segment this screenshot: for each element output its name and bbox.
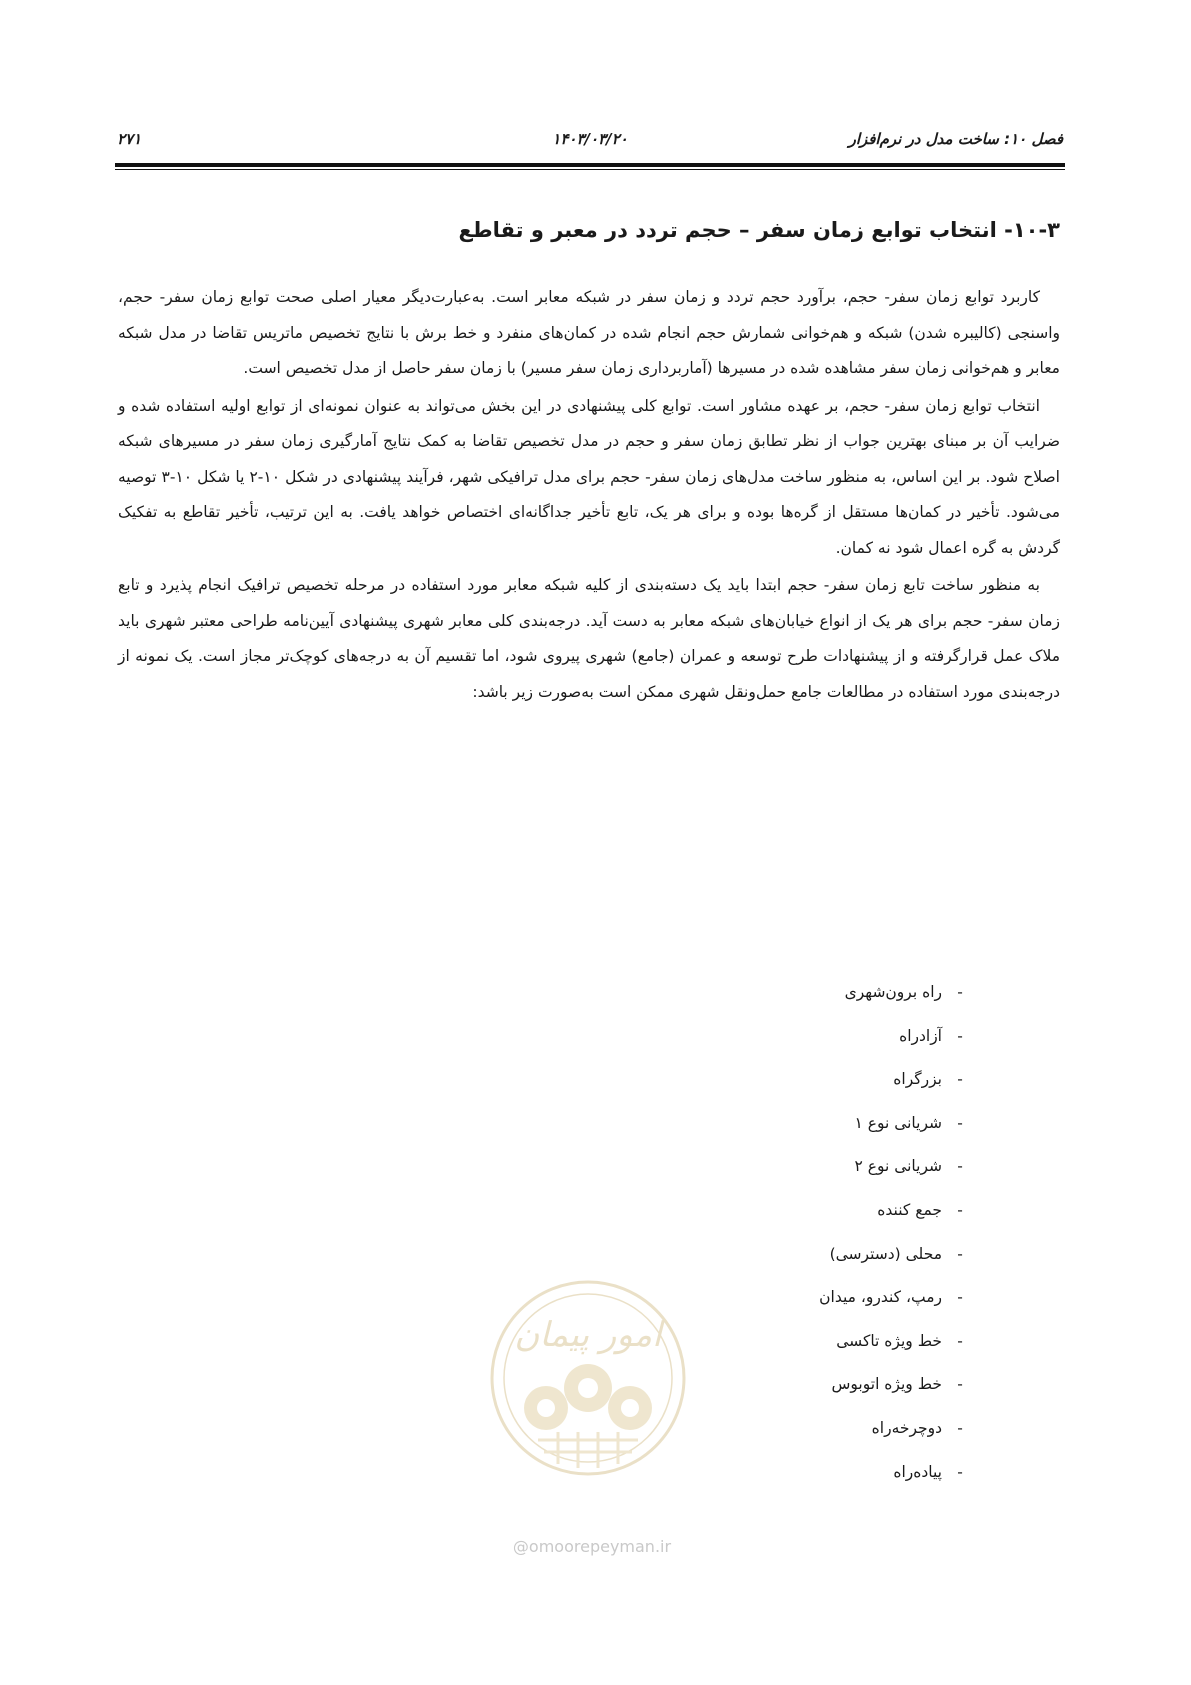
bullet-dash: - <box>957 1244 963 1263</box>
list-item-text: جمع کننده <box>877 1200 942 1219</box>
header-page-number: ۲۷۱ <box>117 130 142 148</box>
list-item <box>819 1102 978 1146</box>
list-item-text: بزرگراه <box>893 1070 942 1089</box>
list-item-text: شریانی نوع ۱ <box>854 1113 942 1132</box>
body-text <box>118 280 1060 712</box>
watermark-logo-text: امور پیمان <box>514 1315 662 1355</box>
bullet-dash: - <box>957 1200 963 1219</box>
bullet-dash: - <box>957 1462 963 1481</box>
list-item-text: شریانی نوع ۲ <box>854 1157 942 1176</box>
bullet-dash: - <box>957 983 963 1001</box>
list-item <box>819 1145 978 1189</box>
bullet-dash: - <box>957 1113 963 1132</box>
list-item-text: رمپ، کندرو، میدان <box>819 1288 942 1307</box>
bullet-dash: - <box>957 1375 963 1394</box>
list-item <box>819 1015 978 1059</box>
list-item-text: پیاده‌راه <box>893 1462 942 1481</box>
bullet-dash: - <box>957 1157 963 1176</box>
header-rule-thin <box>115 169 1065 170</box>
bullet-dash: - <box>957 1288 963 1307</box>
classification-list <box>819 971 978 1494</box>
header-date: ۱۴۰۳/۰۳/۲۰ <box>552 130 628 148</box>
running-header <box>117 130 1063 154</box>
list-item <box>819 971 978 1015</box>
header-chapter-title: فصل ۱۰: ساخت مدل در نرم‌افزار <box>848 130 1063 148</box>
header-rule-thick <box>115 163 1065 167</box>
list-item <box>819 1058 978 1102</box>
bullet-dash: - <box>957 1331 963 1350</box>
gear-hole <box>621 1399 639 1417</box>
list-item-text: محلی (دسترسی) <box>829 1244 942 1263</box>
list-item <box>819 1276 978 1320</box>
list-item <box>819 1233 978 1277</box>
list-item <box>819 1189 978 1233</box>
bullet-dash: - <box>957 1070 963 1089</box>
list-item <box>819 1451 978 1495</box>
list-item-text: خط ویژه اتوبوس <box>831 1375 942 1394</box>
paragraph: کاربرد توابع زمان سفر- حجم، برآورد حجم تردد و زمان سفر در شبکه معابر است. به‌عبارت‌دیگر معیار اصلی صحت توابع زمان سفر- حجم، واسنجی (کالیبره شدن) شبکه و هم‌خوانی شمارش حجم انجام شده در کمان‌های منفرد و خط برش با نتایج تخصیص ماتریس تقاضا در مدل شبکه معابر و هم‌خوانی زمان سفر مشاهده شده در مسیرها (آماربرداری زمان سفر مسیر) با زمان سفر حاصل از مدل تخصیص است. <box>118 288 1060 377</box>
bullet-dash: - <box>957 1026 963 1045</box>
list-item-text: خط ویژه تاکسی <box>836 1331 942 1350</box>
list-item-text: راه برون‌شهری <box>844 983 942 1001</box>
list-item-text: دوچرخه‌راه <box>871 1418 942 1437</box>
list-item-text: آزادراه <box>899 1026 942 1045</box>
watermark-url: @omoorepeyman.ir <box>512 1537 672 1556</box>
list-item <box>819 1363 978 1407</box>
list-item <box>819 1407 978 1451</box>
list-item <box>819 1320 978 1364</box>
section-heading: ۱۰-۳- انتخاب توابع زمان سفر – حجم تردد در معبر و تقاطع <box>458 218 1060 242</box>
bullet-dash: - <box>957 1418 963 1437</box>
gear-hole <box>578 1378 598 1398</box>
gear-hole <box>537 1399 555 1417</box>
paragraph: به منظور ساخت تابع زمان سفر- حجم ابتدا باید یک دسته‌بندی از کلیه شبکه معابر مورد استفاده در مرحله تخصیص ترافیک انجام پذیرد و تابع زمان سفر- حجم برای هر یک از انواع خیابان‌های شبکه معابر به دست آید. درجه‌بندی کلی معابر شهری پیشنهادی آیین‌نامه طراحی معتبر شهری باید ملاک عمل قرارگرفته و از پیشنهادات طرح توسعه و عمران (جامع) شهری پیروی شود، اما تقسیم آن به درجه‌های کوچک‌تر مجاز است. یک نمونه از درجه‌بندی مورد استفاده در مطالعات جامع حمل‌ونقل شهری ممکن است به‌صورت زیر باشد: <box>118 576 1060 701</box>
paragraph: انتخاب توابع زمان سفر- حجم، بر عهده مشاور است. توابع کلی پیشنهادی در این بخش می‌تواند به عنوان نمونه‌ای از توابع اولیه استفاده شده و ضرایب آن بر مبنای بهترین جواب از نظر تطابق زمان سفر و حجم در مدل تخصیص تقاضا به کمک نتایج آمارگیری زمان سفر در مسیرهای شبکه اصلاح شود. بر این اساس، به منظور ساخت مدل‌های زمان سفر- حجم برای مدل ترافیکی شهر، فرآیند پیشنهادی در شکل ۱۰-۲ یا شکل ۱۰-۳ توصیه می‌شود. تأخیر در کمان‌ها مستقل از گره‌ها بوده و برای هر یک، تابع تأخیر جداگانه‌ای اختصاص خواهد یافت. به این ترتیب، تأخیر تقاطع به تفکیک گردش به گره اعمال شود نه کمان. <box>118 396 1060 557</box>
watermark-seal-icon <box>478 1268 698 1488</box>
